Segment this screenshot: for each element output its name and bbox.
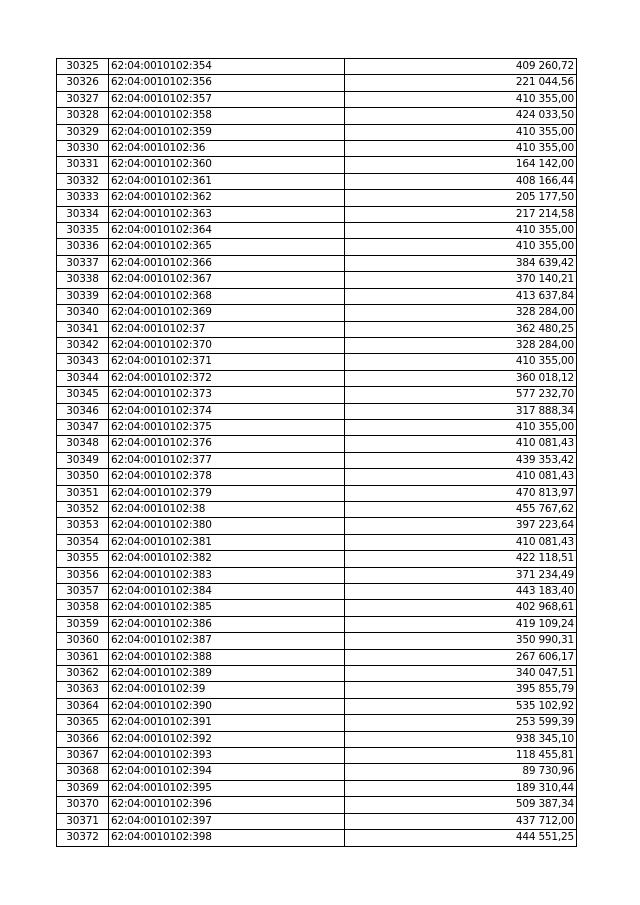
cadastral-number-cell: 62:04:0010102:36 [109,141,345,157]
row-number-cell: 30331 [57,157,109,173]
cadastral-number-cell: 62:04:0010102:380 [109,518,345,534]
row-number-cell: 30325 [57,59,109,75]
cadastral-number-cell: 62:04:0010102:372 [109,370,345,386]
value-cell: 535 102,92 [345,698,577,714]
value-cell: 443 183,40 [345,584,577,600]
value-cell: 410 355,00 [345,239,577,255]
row-number-cell: 30343 [57,354,109,370]
value-cell: 328 284,00 [345,305,577,321]
cadastral-value-table [56,58,577,847]
row-number-cell: 30346 [57,403,109,419]
value-cell: 410 355,00 [345,223,577,239]
table-row [57,748,577,764]
row-number-cell: 30334 [57,206,109,222]
row-number-cell: 30365 [57,715,109,731]
table-row [57,797,577,813]
table-row [57,59,577,75]
cadastral-number-cell: 62:04:0010102:383 [109,567,345,583]
value-cell: 189 310,44 [345,780,577,796]
value-cell: 350 990,31 [345,633,577,649]
table-row [57,75,577,91]
cadastral-number-cell: 62:04:0010102:371 [109,354,345,370]
value-cell: 328 284,00 [345,337,577,353]
row-number-cell: 30328 [57,108,109,124]
table-row [57,567,577,583]
row-number-cell: 30357 [57,584,109,600]
table-row [57,223,577,239]
table-body [57,59,577,847]
table-row [57,387,577,403]
cadastral-number-cell: 62:04:0010102:361 [109,173,345,189]
cadastral-number-cell: 62:04:0010102:396 [109,797,345,813]
row-number-cell: 30367 [57,748,109,764]
value-cell: 221 044,56 [345,75,577,91]
cadastral-number-cell: 62:04:0010102:395 [109,780,345,796]
row-number-cell: 30348 [57,436,109,452]
table-row [57,419,577,435]
value-cell: 413 637,84 [345,288,577,304]
cadastral-number-cell: 62:04:0010102:359 [109,124,345,140]
cadastral-number-cell: 62:04:0010102:363 [109,206,345,222]
cadastral-number-cell: 62:04:0010102:365 [109,239,345,255]
cadastral-number-cell: 62:04:0010102:394 [109,764,345,780]
cadastral-number-cell: 62:04:0010102:397 [109,813,345,829]
cadastral-number-cell: 62:04:0010102:391 [109,715,345,731]
cadastral-number-cell: 62:04:0010102:373 [109,387,345,403]
cadastral-number-cell: 62:04:0010102:398 [109,830,345,846]
cadastral-number-cell: 62:04:0010102:362 [109,190,345,206]
row-number-cell: 30339 [57,288,109,304]
cadastral-number-cell: 62:04:0010102:378 [109,469,345,485]
table-row [57,190,577,206]
table-row [57,780,577,796]
value-cell: 267 606,17 [345,649,577,665]
value-cell: 509 387,34 [345,797,577,813]
value-cell: 938 345,10 [345,731,577,747]
value-cell: 370 140,21 [345,272,577,288]
value-cell: 410 081,43 [345,436,577,452]
row-number-cell: 30345 [57,387,109,403]
table-row [57,616,577,632]
cadastral-number-cell: 62:04:0010102:390 [109,698,345,714]
table-row [57,584,577,600]
table-row [57,436,577,452]
value-cell: 410 081,43 [345,469,577,485]
table-row [57,206,577,222]
row-number-cell: 30329 [57,124,109,140]
row-number-cell: 30364 [57,698,109,714]
row-number-cell: 30370 [57,797,109,813]
table-row [57,403,577,419]
cadastral-number-cell: 62:04:0010102:377 [109,452,345,468]
value-cell: 470 813,97 [345,485,577,501]
cadastral-number-cell: 62:04:0010102:386 [109,616,345,632]
cadastral-number-cell: 62:04:0010102:370 [109,337,345,353]
value-cell: 439 353,42 [345,452,577,468]
row-number-cell: 30368 [57,764,109,780]
cadastral-number-cell: 62:04:0010102:364 [109,223,345,239]
row-number-cell: 30352 [57,501,109,517]
table-row [57,288,577,304]
row-number-cell: 30358 [57,600,109,616]
table-row [57,649,577,665]
value-cell: 437 712,00 [345,813,577,829]
table-row [57,534,577,550]
table-row [57,682,577,698]
value-cell: 410 081,43 [345,534,577,550]
value-cell: 164 142,00 [345,157,577,173]
value-cell: 410 355,00 [345,124,577,140]
cadastral-number-cell: 62:04:0010102:385 [109,600,345,616]
row-number-cell: 30371 [57,813,109,829]
row-number-cell: 30340 [57,305,109,321]
row-number-cell: 30341 [57,321,109,337]
row-number-cell: 30344 [57,370,109,386]
table-row [57,469,577,485]
cadastral-number-cell: 62:04:0010102:387 [109,633,345,649]
value-cell: 424 033,50 [345,108,577,124]
cadastral-number-cell: 62:04:0010102:369 [109,305,345,321]
value-cell: 340 047,51 [345,666,577,682]
table-row [57,813,577,829]
row-number-cell: 30342 [57,337,109,353]
row-number-cell: 30351 [57,485,109,501]
value-cell: 397 223,64 [345,518,577,534]
table-row [57,272,577,288]
value-cell: 371 234,49 [345,567,577,583]
table-row [57,452,577,468]
value-cell: 408 166,44 [345,173,577,189]
cadastral-number-cell: 62:04:0010102:368 [109,288,345,304]
cadastral-number-cell: 62:04:0010102:360 [109,157,345,173]
cadastral-number-cell: 62:04:0010102:39 [109,682,345,698]
value-cell: 395 855,79 [345,682,577,698]
table-row [57,354,577,370]
table-row [57,633,577,649]
value-cell: 253 599,39 [345,715,577,731]
table-row [57,91,577,107]
row-number-cell: 30326 [57,75,109,91]
table-row [57,370,577,386]
value-cell: 384 639,42 [345,255,577,271]
table-row [57,830,577,846]
value-cell: 410 355,00 [345,354,577,370]
value-cell: 360 018,12 [345,370,577,386]
value-cell: 410 355,00 [345,91,577,107]
row-number-cell: 30355 [57,551,109,567]
cadastral-number-cell: 62:04:0010102:393 [109,748,345,764]
table-row [57,485,577,501]
value-cell: 455 767,62 [345,501,577,517]
value-cell: 89 730,96 [345,764,577,780]
value-cell: 205 177,50 [345,190,577,206]
row-number-cell: 30353 [57,518,109,534]
table-row [57,518,577,534]
cadastral-number-cell: 62:04:0010102:388 [109,649,345,665]
value-cell: 444 551,25 [345,830,577,846]
value-cell: 362 480,25 [345,321,577,337]
cadastral-number-cell: 62:04:0010102:374 [109,403,345,419]
table-row [57,551,577,567]
cadastral-number-cell: 62:04:0010102:354 [109,59,345,75]
row-number-cell: 30337 [57,255,109,271]
row-number-cell: 30354 [57,534,109,550]
value-cell: 317 888,34 [345,403,577,419]
row-number-cell: 30333 [57,190,109,206]
value-cell: 409 260,72 [345,59,577,75]
row-number-cell: 30335 [57,223,109,239]
value-cell: 217 214,58 [345,206,577,222]
row-number-cell: 30338 [57,272,109,288]
cadastral-number-cell: 62:04:0010102:358 [109,108,345,124]
table-row [57,764,577,780]
cadastral-number-cell: 62:04:0010102:381 [109,534,345,550]
value-cell: 410 355,00 [345,419,577,435]
value-cell: 419 109,24 [345,616,577,632]
row-number-cell: 30362 [57,666,109,682]
row-number-cell: 30361 [57,649,109,665]
value-cell: 402 968,61 [345,600,577,616]
cadastral-number-cell: 62:04:0010102:392 [109,731,345,747]
table-row [57,501,577,517]
table-row [57,600,577,616]
row-number-cell: 30327 [57,91,109,107]
table-row [57,715,577,731]
cadastral-number-cell: 62:04:0010102:379 [109,485,345,501]
cadastral-number-cell: 62:04:0010102:376 [109,436,345,452]
cadastral-number-cell: 62:04:0010102:38 [109,501,345,517]
table-row [57,321,577,337]
cadastral-number-cell: 62:04:0010102:375 [109,419,345,435]
table-row [57,141,577,157]
cadastral-number-cell: 62:04:0010102:382 [109,551,345,567]
row-number-cell: 30356 [57,567,109,583]
value-cell: 577 232,70 [345,387,577,403]
table-row [57,255,577,271]
cadastral-number-cell: 62:04:0010102:389 [109,666,345,682]
row-number-cell: 30350 [57,469,109,485]
value-cell: 118 455,81 [345,748,577,764]
row-number-cell: 30369 [57,780,109,796]
table-row [57,666,577,682]
table-row [57,173,577,189]
table-row [57,157,577,173]
table-row [57,305,577,321]
row-number-cell: 30349 [57,452,109,468]
cadastral-number-cell: 62:04:0010102:384 [109,584,345,600]
row-number-cell: 30363 [57,682,109,698]
cadastral-number-cell: 62:04:0010102:367 [109,272,345,288]
table-row [57,239,577,255]
row-number-cell: 30332 [57,173,109,189]
table-row [57,731,577,747]
row-number-cell: 30366 [57,731,109,747]
row-number-cell: 30336 [57,239,109,255]
cadastral-number-cell: 62:04:0010102:366 [109,255,345,271]
table-row [57,124,577,140]
row-number-cell: 30330 [57,141,109,157]
cadastral-number-cell: 62:04:0010102:37 [109,321,345,337]
row-number-cell: 30372 [57,830,109,846]
cadastral-number-cell: 62:04:0010102:356 [109,75,345,91]
row-number-cell: 30360 [57,633,109,649]
cadastral-number-cell: 62:04:0010102:357 [109,91,345,107]
table-row [57,108,577,124]
row-number-cell: 30347 [57,419,109,435]
row-number-cell: 30359 [57,616,109,632]
value-cell: 422 118,51 [345,551,577,567]
table-row [57,698,577,714]
table-row [57,337,577,353]
value-cell: 410 355,00 [345,141,577,157]
